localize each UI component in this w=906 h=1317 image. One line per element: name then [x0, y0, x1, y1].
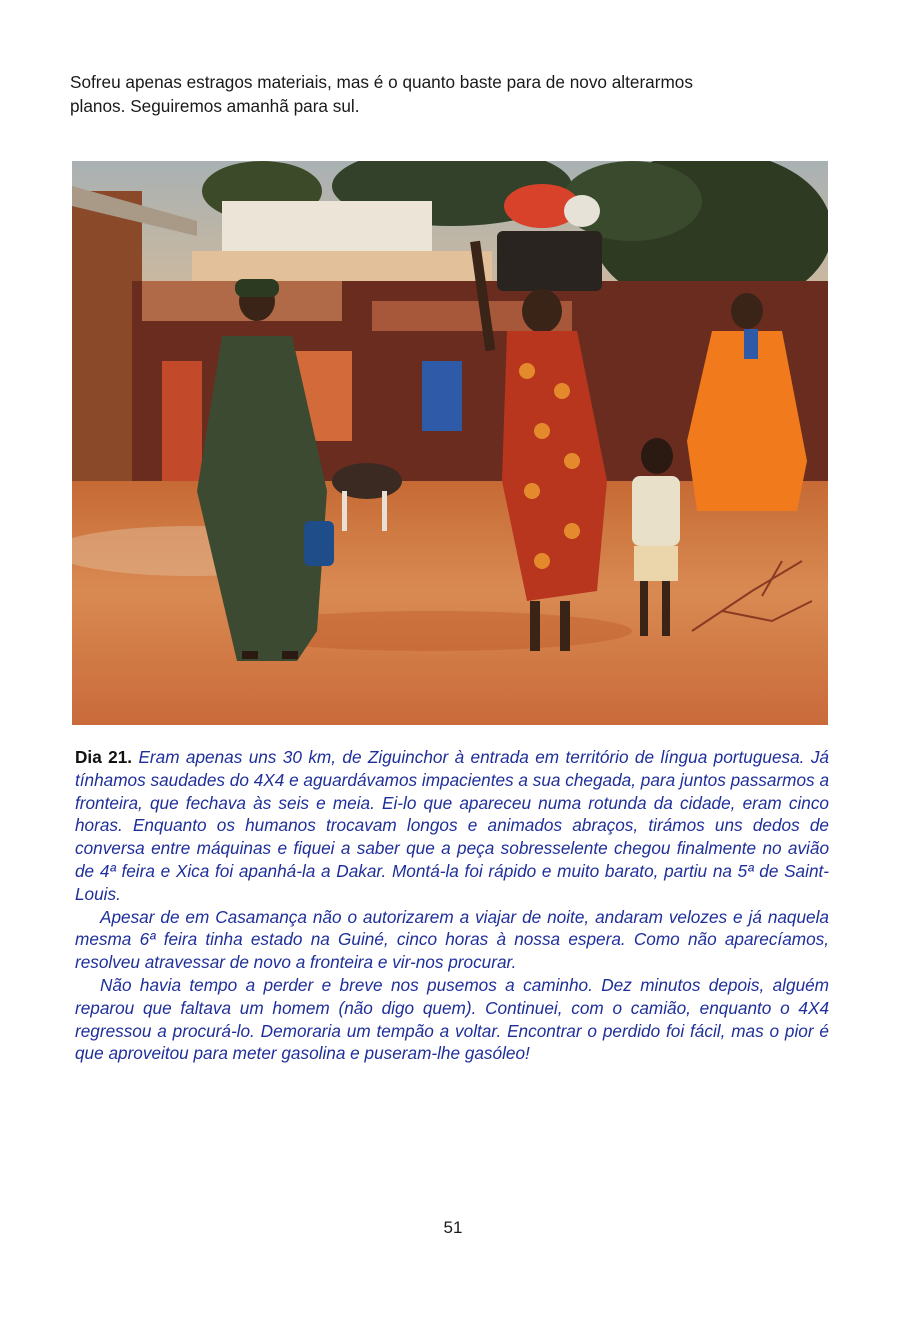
dirt-ground [72, 481, 828, 725]
article-paragraph-3: Não havia tempo a perder e breve nos pusemos a caminho. Dez minutos depois, alguém reparou que faltava um homem (não digo quem). Continuei, com o camião, enquanto o 4X4 regressou a procurá-lo. Demoraria um tempão a voltar. Encontrar o perdido foi fácil, mas o pior é que aproveitou para meter gasolina e puseram-lhe gasóleo! [75, 974, 829, 1064]
intro-paragraph [70, 70, 826, 118]
article-paragraph-1 [75, 746, 829, 906]
market-photo [72, 161, 828, 725]
left-shack [72, 191, 142, 521]
day-label: Dia 21. [75, 747, 133, 767]
page-number: 51 [443, 1218, 463, 1237]
white-building [222, 201, 432, 256]
market-scene-illustration [72, 161, 828, 725]
intro-line-1: Sofreu apenas estragos materiais, mas é o quanto baste para de novo alterarmos [70, 72, 693, 92]
article-body [75, 746, 829, 1065]
article-paragraph-2: Apesar de em Casamança não o autorizarem a viajar de noite, andaram velozes e já naquela mesma 6ª feira tinha estado na Guiné, cinco horas à nossa espera. Como não aparecíamos, resolveu atravessar de novo a fronteira e vir-nos procurar. [75, 906, 829, 973]
intro-line-2: planos. Seguiremos amanhã para sul. [70, 96, 360, 116]
paragraph-1-text: Eram apenas uns 30 km, de Ziguinchor à entrada em território de língua portuguesa. Já tínhamos saudades do 4X4 e aguardávamos impacientes a sua chegada, para juntos passarmos a fronteira, que fechava às seis e meia. Ei-lo que apareceu numa rotunda da cidade, eram cinco horas. Enquanto os humanos trocavam longos e animados abraços, tirámos uns dedos de conversa entre máquinas e fiquei a saber que a peça sobresselente chegou finalmente no avião de 4ª feira e Xica foi apanhá-la a Dakar. Montá-la foi rápido e muito barato, partiu na 5ª de Saint-Louis. [75, 747, 829, 904]
